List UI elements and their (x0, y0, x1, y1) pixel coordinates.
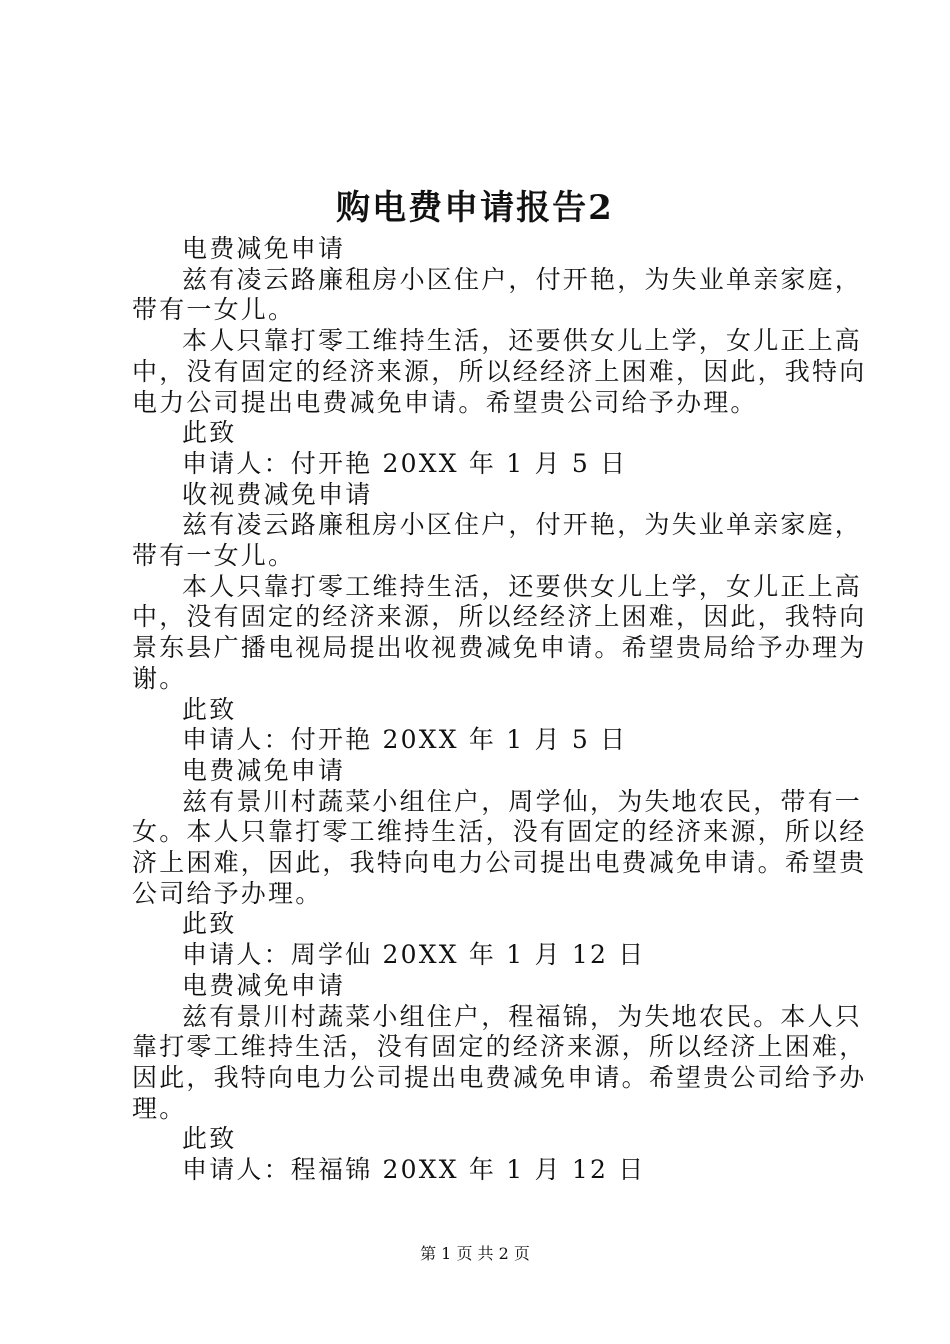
document-line: 靠打零工维持生活，没有固定的经济来源，所以经济上困难， (132, 1032, 867, 1062)
document-line: 带有一女儿。 (132, 295, 296, 325)
document-line: 电费减免申请 (182, 755, 346, 785)
document-line: 申请人：程福锦 20XX 年 1 月 12 日 (182, 1155, 646, 1185)
document-line: 因此，我特向电力公司提出电费减免申请。希望贵公司给予办 (132, 1062, 867, 1092)
document-line: 景东县广播电视局提出收视费减免申请。希望贵局给予办理为 (132, 633, 867, 663)
document-line: 中，没有固定的经济来源，所以经经济上困难，因此，我特向 (132, 602, 867, 632)
document-title: 购电费申请报告2 (336, 188, 614, 228)
document-line: 此致 (182, 909, 237, 939)
document-line: 兹有凌云路廉租房小区住户，付开艳，为失业单亲家庭， (182, 264, 863, 294)
document-line: 本人只靠打零工维持生活，还要供女儿上学，女儿正上高 (182, 571, 863, 601)
document-line: 此致 (182, 1124, 237, 1154)
document-line: 兹有景川村蔬菜小组住户，程福锦，为失地农民。本人只 (182, 1001, 863, 1031)
document-line: 电费减免申请 (182, 234, 346, 263)
document-line: 电力公司提出电费减免申请。希望贵公司给予办理。 (132, 387, 758, 417)
document-body (132, 234, 867, 1186)
document-line: 申请人：周学仙 20XX 年 1 月 12 日 (182, 940, 646, 970)
document-line: 申请人：付开艳 20XX 年 1 月 5 日 (182, 448, 628, 478)
document-line: 理。 (132, 1093, 187, 1123)
document-line: 申请人：付开艳 20XX 年 1 月 5 日 (182, 725, 628, 755)
document-line: 中，没有固定的经济来源，所以经经济上困难，因此，我特向 (132, 356, 867, 386)
document-line: 此致 (182, 694, 237, 724)
document-line: 此致 (182, 418, 237, 448)
document-line: 收视费减免申请 (182, 479, 373, 509)
page-footer: 第 1 页 共 2 页 (420, 1244, 530, 1263)
document-line: 兹有景川村蔬菜小组住户，周学仙，为失地农民，带有一 (182, 786, 863, 816)
document-line: 公司给予办理。 (132, 878, 323, 908)
document-line: 谢。 (132, 663, 187, 693)
document-line: 电费减免申请 (182, 970, 346, 1000)
document-line: 兹有凌云路廉租房小区住户，付开艳，为失业单亲家庭， (182, 510, 863, 540)
document-line: 带有一女儿。 (132, 541, 296, 571)
document-line: 本人只靠打零工维持生活，还要供女儿上学，女儿正上高 (182, 326, 863, 356)
document-line: 济上困难，因此，我特向电力公司提出电费减免申请。希望贵 (132, 848, 867, 878)
document-line: 女。本人只靠打零工维持生活，没有固定的经济来源，所以经 (132, 817, 867, 847)
